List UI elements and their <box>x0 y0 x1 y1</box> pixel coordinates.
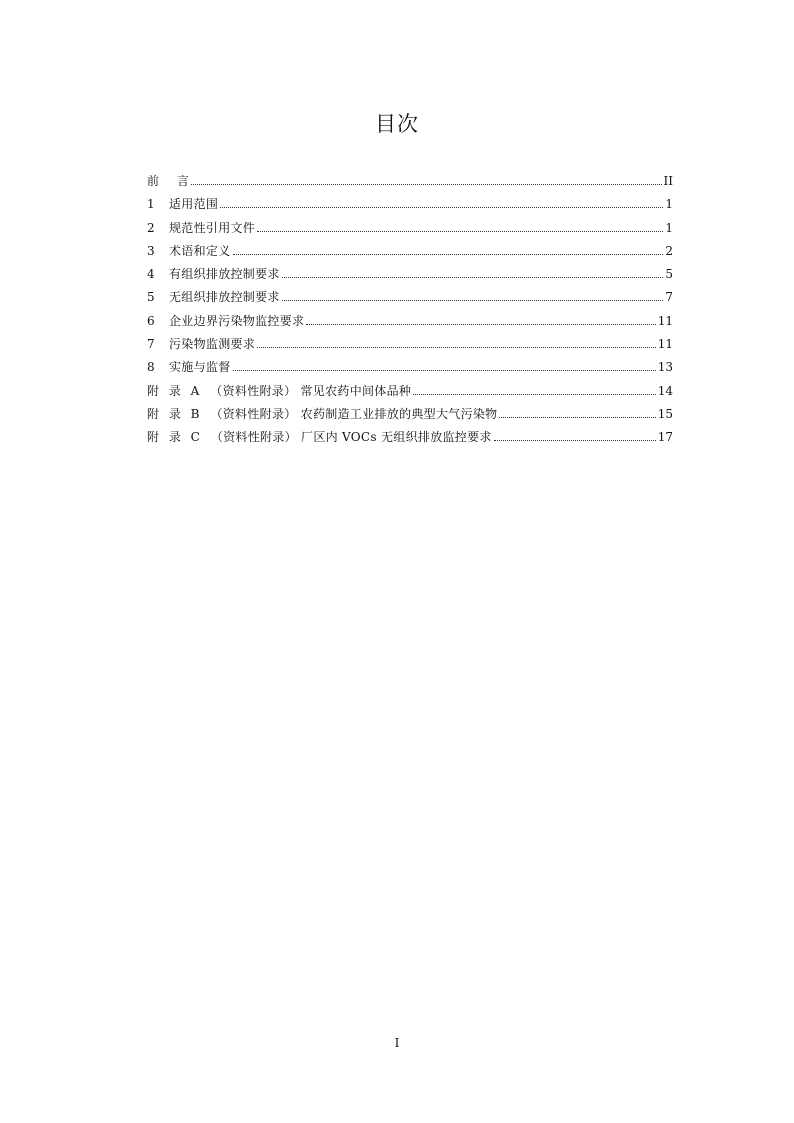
dot-leader <box>499 417 655 418</box>
toc-entry-appendix-b[interactable] <box>147 405 673 428</box>
toc-entry-8[interactable] <box>147 358 673 381</box>
toc-entry-label: 有组织排放控制要求 <box>169 267 280 282</box>
toc-entry-number: 5 <box>147 290 155 305</box>
toc-entry-page: 11 <box>657 313 673 328</box>
toc-entry-page: 5 <box>665 267 673 282</box>
toc-entry-label: （资料性附录） 农药制造工业排放的典型大气污染物 <box>210 406 498 421</box>
toc-entry-page: 1 <box>665 197 673 212</box>
toc-entry-7[interactable] <box>147 335 673 358</box>
toc-entry-2[interactable] <box>147 219 673 242</box>
dot-leader <box>413 394 656 395</box>
dot-leader <box>220 207 663 208</box>
dot-leader <box>257 231 663 232</box>
toc-entry-appendix-a[interactable] <box>147 382 673 405</box>
page-title: 目次 <box>375 112 419 136</box>
toc-entry-label: 术语和定义 <box>169 243 231 258</box>
toc-entry-label: 言 <box>177 174 190 188</box>
toc-entry-6[interactable] <box>147 312 673 335</box>
toc-entry-page: 13 <box>657 360 673 375</box>
toc-entry-page: 17 <box>657 430 673 445</box>
page-number: I <box>394 1036 400 1050</box>
toc-entry-number: 2 <box>147 220 155 235</box>
dot-leader <box>282 277 664 278</box>
dot-leader <box>233 370 656 371</box>
table-of-contents <box>147 172 673 452</box>
toc-entry-label: 规范性引用文件 <box>169 220 256 235</box>
toc-entry-number: 附 录 C <box>147 430 203 445</box>
toc-entry-number: 7 <box>147 337 155 352</box>
toc-entry-number: 附 录 B <box>147 406 203 421</box>
dot-leader <box>257 347 656 348</box>
toc-entry-page: 15 <box>657 406 673 421</box>
toc-entry-number: 6 <box>147 313 155 328</box>
dot-leader <box>233 254 664 255</box>
toc-entry-number: 前 <box>147 174 160 188</box>
dot-leader <box>191 184 661 185</box>
toc-entry-number: 8 <box>147 360 155 375</box>
toc-entry-4[interactable] <box>147 265 673 288</box>
toc-entry-3[interactable] <box>147 242 673 265</box>
toc-entry-page: II <box>663 174 673 188</box>
toc-entry-label: （资料性附录） 常见农药中间体品种 <box>210 383 412 398</box>
toc-entry-label: 污染物监测要求 <box>169 337 256 352</box>
toc-entry-number: 附 录 A <box>147 383 203 398</box>
toc-entry-page: 1 <box>665 220 673 235</box>
dot-leader <box>306 324 655 325</box>
toc-entry-preface[interactable] <box>147 172 673 195</box>
toc-entry-5[interactable] <box>147 288 673 311</box>
toc-entry-1[interactable] <box>147 195 673 218</box>
toc-entry-label: 适用范围 <box>169 197 219 212</box>
toc-entry-page: 11 <box>657 337 673 352</box>
dot-leader <box>494 440 656 441</box>
toc-entry-number: 1 <box>147 197 155 212</box>
toc-entry-number: 3 <box>147 243 155 258</box>
toc-entry-appendix-c[interactable] <box>147 428 673 451</box>
toc-entry-page: 14 <box>657 383 673 398</box>
toc-entry-page: 7 <box>665 290 673 305</box>
toc-entry-label: 企业边界污染物监控要求 <box>169 313 305 328</box>
toc-entry-label: （资料性附录） 厂区内 VOCs 无组织排放监控要求 <box>210 430 492 445</box>
toc-entry-number: 4 <box>147 267 155 282</box>
toc-entry-page: 2 <box>665 243 673 258</box>
dot-leader <box>282 300 664 301</box>
toc-entry-label: 实施与监督 <box>169 360 231 375</box>
toc-entry-label: 无组织排放控制要求 <box>169 290 280 305</box>
